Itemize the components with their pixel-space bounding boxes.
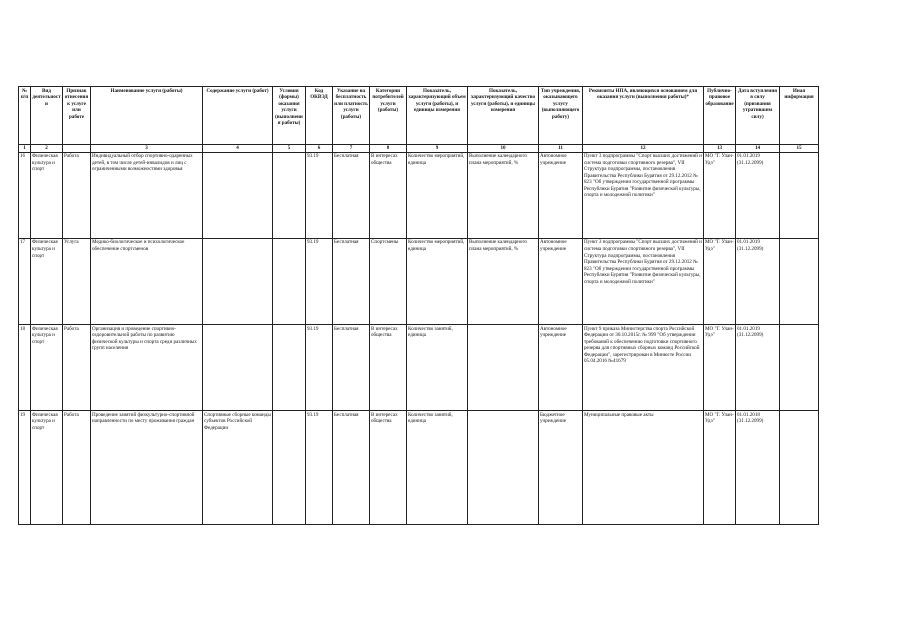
- cell-entity: МО "Г. Улан-Удэ": [704, 411, 736, 525]
- col-number: 13: [704, 145, 736, 153]
- col-header-volume: Показатель, характеризующий объем услуги (работы), и единицы измерения: [407, 87, 468, 145]
- cell-number: 17: [19, 238, 31, 324]
- cell-date: 01.01.2018 (31.12.2099): [736, 411, 780, 525]
- cell-activity: Физическая культура и спорт: [31, 152, 63, 238]
- cell-quality: [468, 411, 539, 525]
- col-number: 15: [780, 145, 819, 153]
- cell-paid: Бесплатная: [333, 152, 370, 238]
- cell-conditions: [273, 325, 306, 411]
- table-row: [19, 325, 819, 411]
- col-number: 2: [31, 145, 63, 153]
- cell-institution: Бюджетное учреждение: [539, 411, 583, 525]
- cell-activity: Физическая культура и спорт: [31, 238, 63, 324]
- col-number: [63, 145, 91, 153]
- cell-date: 01.01.2019 (31.12.2099): [736, 325, 780, 411]
- cell-number: 19: [19, 411, 31, 525]
- cell-type: Работа: [63, 411, 91, 525]
- header-row: [19, 87, 819, 145]
- cell-date: 01.01.2019 (31.12.2099): [736, 238, 780, 324]
- cell-content: [203, 325, 273, 411]
- col-header-conditions: Условия (формы) оказания услуги (выполнения работы): [273, 87, 306, 145]
- cell-paid: Бесплатная: [333, 325, 370, 411]
- col-number: 11: [539, 145, 583, 153]
- cell-volume: Количество мероприятий, единица: [407, 152, 468, 238]
- cell-consumers: Спортсмены: [370, 238, 407, 324]
- cell-type: Работа: [63, 152, 91, 238]
- cell-okved: 93.19: [306, 411, 333, 525]
- col-number: 5: [273, 145, 306, 153]
- col-header-quality: Показатель, характеризующий качество услуги (работы), и единицы измерения: [468, 87, 539, 145]
- col-header-content: Содержание услуги (работ): [203, 87, 273, 145]
- cell-conditions: [273, 238, 306, 324]
- cell-activity: Физическая культура и спорт: [31, 411, 63, 525]
- cell-institution: Автономное учреждение: [539, 152, 583, 238]
- cell-quality: Выполнение календарного плана мероприятий, %: [468, 152, 539, 238]
- col-number: 4: [203, 145, 273, 153]
- cell-type: Работа: [63, 325, 91, 411]
- col-header-name: Наименование услуги (работы): [91, 87, 203, 145]
- col-number: 7: [333, 145, 370, 153]
- cell-volume: Количество занятий, единица: [407, 325, 468, 411]
- table-row: [19, 411, 819, 525]
- col-number: 3: [91, 145, 203, 153]
- col-number: 6: [306, 145, 333, 153]
- cell-quality: [468, 325, 539, 411]
- services-register-sheet: [18, 86, 818, 525]
- col-header-institution: Тип учреждения, оказывающего услугу (выполняющего работу): [539, 87, 583, 145]
- column-number-row: [19, 145, 819, 153]
- cell-quality: Выполнение календарного плана мероприятий, %: [468, 238, 539, 324]
- cell-consumers: В интересах общества: [370, 411, 407, 525]
- col-header-npa: Реквизиты НПА, являющихся основанием для оказания услуги (выполнения работы)*: [583, 87, 704, 145]
- col-header-other: Иная информация: [780, 87, 819, 145]
- col-number: 10: [468, 145, 539, 153]
- col-number: 1: [19, 145, 31, 153]
- col-header-activity: Вид деятельности: [31, 87, 63, 145]
- table-row: [19, 238, 819, 324]
- cell-npa: Пункт 3 подпрограммы "Спорт высших достижений и система подготовки спортивного резерва", VII Структура подпрограммы, постановления Правительства Республики Бурятия от 29.12.2012 № 823 "Об утверждении государственной программы Республики Бурятия "Развитие физической культуры, спорта и молодежной политики": [583, 152, 704, 238]
- cell-okved: 93.19: [306, 325, 333, 411]
- col-number: 14: [736, 145, 780, 153]
- col-header-entity: Публично-правовое образование: [704, 87, 736, 145]
- cell-other: [780, 238, 819, 324]
- services-register-table: [18, 86, 819, 525]
- cell-entity: МО "Г. Улан-Удэ": [704, 238, 736, 324]
- col-number: 8: [370, 145, 407, 153]
- cell-date: 01.01.2019 (31.12.2099): [736, 152, 780, 238]
- cell-volume: Количество занятий, единица: [407, 411, 468, 525]
- cell-npa: Муниципальные правовые акты: [583, 411, 704, 525]
- cell-okved: 93.19: [306, 238, 333, 324]
- table-row: [19, 152, 819, 238]
- cell-content: [203, 238, 273, 324]
- cell-name: Индивидуальный отбор спортивно-одаренных детей, в том числе детей-инвалидов и лиц с ограниченными возможностями здоровья: [91, 152, 203, 238]
- col-number: 12: [583, 145, 704, 153]
- col-header-type: Признак отнесения к услуге или работе: [63, 87, 91, 145]
- cell-consumers: В интересах общества: [370, 325, 407, 411]
- col-header-paid: Указание на бесплатность или платность услуги (работы): [333, 87, 370, 145]
- col-number: 9: [407, 145, 468, 153]
- cell-institution: Автономное учреждение: [539, 238, 583, 324]
- cell-content: Спортивные сборные команды субъектов Российской Федерации: [203, 411, 273, 525]
- cell-paid: Бесплатная: [333, 238, 370, 324]
- cell-number: 16: [19, 152, 31, 238]
- cell-other: [780, 325, 819, 411]
- cell-number: 18: [19, 325, 31, 411]
- cell-paid: Бесплатная: [333, 411, 370, 525]
- cell-other: [780, 411, 819, 525]
- cell-okved: 93.19: [306, 152, 333, 238]
- col-header-consumers: Категории потребителей услуги (работы): [370, 87, 407, 145]
- cell-conditions: [273, 152, 306, 238]
- col-header-date: Дата вступления в силу (признания утратившим силу): [736, 87, 780, 145]
- col-header-okved: Код ОКВЭД: [306, 87, 333, 145]
- col-header-number: № п/п: [19, 87, 31, 145]
- cell-name: Медико-биологическое и психологическое обеспечение спортсменов: [91, 238, 203, 324]
- cell-consumers: В интересах общества: [370, 152, 407, 238]
- cell-name: Проведение занятий физкультурно-спортивной направленности по месту проживания граждан: [91, 411, 203, 525]
- cell-name: Организация и проведение спортивно-оздоровительной работы по развитию физической культуры и спорта среди различных групп населения: [91, 325, 203, 411]
- cell-entity: МО "Г. Улан-Удэ": [704, 152, 736, 238]
- cell-volume: Количество мероприятий, единица: [407, 238, 468, 324]
- cell-content: [203, 152, 273, 238]
- cell-conditions: [273, 411, 306, 525]
- cell-type: Услуга: [63, 238, 91, 324]
- cell-npa: Пункт 9 приказа Министерства спорта Российской Федерации от 30.10.2015г. № 999 "Об утверждении требований к обеспечению подготовки спортивного резерва для спортивных сборных команд Российской Федерации", зарегистрирован в Минюсте России 05.04.2016 №41679: [583, 325, 704, 411]
- cell-institution: Автономное учреждение: [539, 325, 583, 411]
- cell-activity: Физическая культура и спорт: [31, 325, 63, 411]
- cell-npa: Пункт 3 подпрограммы "Спорт высших достижений и система подготовки спортивного резерва", VII Структура подпрограммы, постановления Правительства Республики Бурятия от 29.12.2012 № 823 "Об утверждении государственной программы Республики Бурятия "Развитие физической культуры, спорта и молодежной политики": [583, 238, 704, 324]
- cell-entity: МО "Г. Улан-Удэ": [704, 325, 736, 411]
- cell-other: [780, 152, 819, 238]
